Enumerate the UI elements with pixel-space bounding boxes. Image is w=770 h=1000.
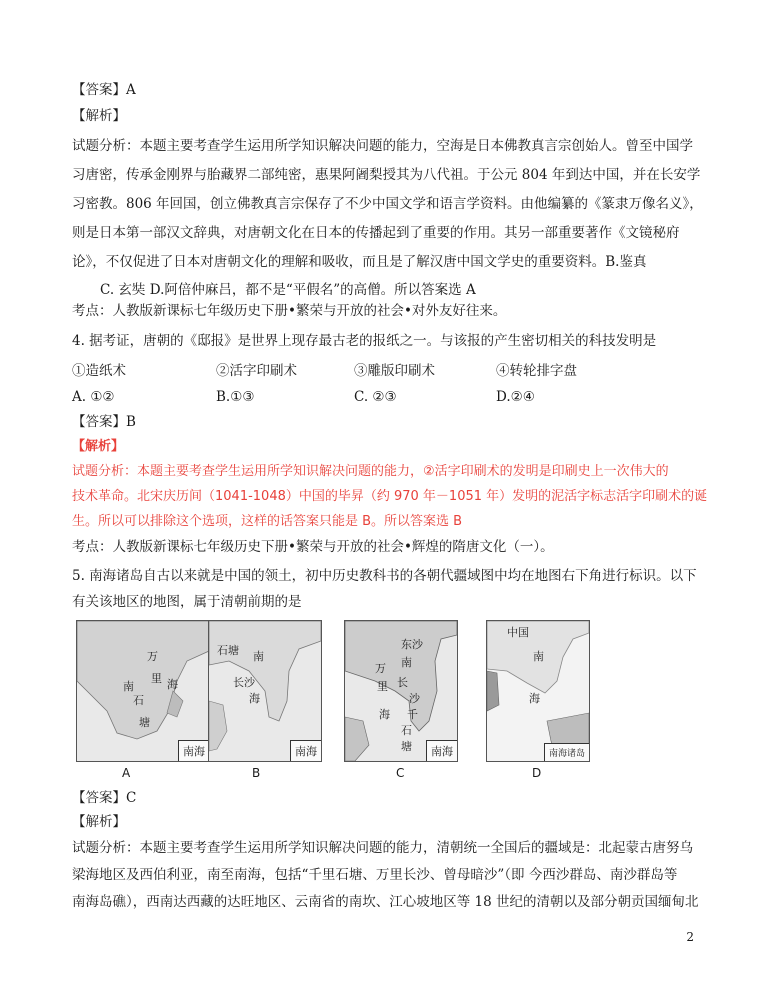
q3-analysis-line: C. 玄奘 D.阿倍仲麻吕，都不是“平假名”的高僧。所以答案选 A xyxy=(100,282,476,298)
q4-choice: C. ②③ xyxy=(354,389,397,405)
q4-choice: A. ①② xyxy=(72,389,115,405)
map-label: 南 xyxy=(123,680,134,693)
map-label: 塘 xyxy=(401,740,412,753)
q5-stem: 5. 南海诸岛自古以来就是中国的领土，初中历史教科书的各朝代疆域图中均在地图右下角进行标识。以下 xyxy=(72,568,697,584)
q3-analysis-line: 试题分析：本题主要考查学生运用所学知识解决问题的能力，空海是日本佛教真言宗创始人。曾至中国学 xyxy=(72,138,693,154)
map-label: 里 xyxy=(151,672,162,685)
map-caption: C xyxy=(396,766,405,780)
q3-analysis-line: 习密教。806 年回国，创立佛教真言宗保存了不少中国文学和语言学资料。由他编纂的《篆隶万像名义》， xyxy=(72,196,703,212)
map-label: 海 xyxy=(167,678,178,691)
map-d-drawing xyxy=(487,621,589,761)
q4-answer: 【答案】B xyxy=(72,414,136,430)
map-label: 塘 xyxy=(139,716,150,729)
map-sea-tag: 南海 xyxy=(178,740,209,761)
map-label: 千 xyxy=(407,708,418,721)
map-label: 南 xyxy=(533,650,544,663)
map-label: 海 xyxy=(379,708,390,721)
map-label: 海 xyxy=(249,692,260,705)
map-sea-tag: 南海 xyxy=(426,740,457,761)
map-caption: A xyxy=(122,766,131,780)
map-label: 里 xyxy=(377,680,388,693)
map-label: 南 xyxy=(253,650,264,663)
q3-analysis-line: 习唐密，传承金刚界与胎藏界二部纯密，惠果阿阇梨授其为八代祖。于公元 804 年到达中国，并在长安学 xyxy=(72,167,701,183)
q4-choices xyxy=(72,389,702,409)
q3-kaodian: 考点：人教版新课标七年级历史下册•繁荣与开放的社会•对外友好往来。 xyxy=(72,303,507,319)
map-sea-tag: 南海 xyxy=(290,740,321,761)
map-b xyxy=(208,620,322,762)
map-label: 石塘 xyxy=(217,644,239,657)
q4-analysis-title: 【解析】 xyxy=(72,439,125,454)
q5-analysis-line: 南海岛礁），西南达西藏的达旺地区、云南省的南坎、江心坡地区等 18 世纪的清朝以及部分朝贡国缅甸北 xyxy=(72,894,699,910)
map-a xyxy=(76,620,210,762)
q4-analysis-line: 试题分析：本题主要考查学生运用所学知识解决问题的能力，②活字印刷术的发明是印刷史上一次伟大的 xyxy=(72,464,669,479)
q4-item: ④转轮排字盘 xyxy=(496,363,577,379)
map-label: 沙 xyxy=(409,692,420,705)
page-number: 2 xyxy=(686,930,694,944)
q4-choice: B.①③ xyxy=(216,389,255,405)
map-label: 石 xyxy=(401,724,412,737)
map-label: 万 xyxy=(375,662,386,675)
q3-analysis-line: 则是日本第一部汉文辞典，对唐朝文化在日本的传播起到了重要的作用。其另一部重要著作《文镜秘府 xyxy=(72,225,680,241)
q4-analysis-line: 技术革命。北宋庆历间（1041-1048）中国的毕昇（约 970 年－1051 年）发明的泥活字标志活字印刷术的诞 xyxy=(72,489,708,504)
q4-item: ②活字印刷术 xyxy=(216,363,297,379)
q3-analysis-line: 论》，不仅促进了日本对唐朝文化的理解和吸收，而且是了解汉唐中国文学史的重要资料。B.鉴真 xyxy=(72,254,647,270)
map-d xyxy=(486,620,590,762)
q4-stem: 4. 据考证，唐朝的《邸报》是世界上现存最古老的报纸之一。与该报的产生密切相关的科技发明是 xyxy=(72,333,657,349)
q4-items xyxy=(72,359,702,379)
map-label: 石 xyxy=(133,694,144,707)
map-label: 南 xyxy=(401,656,412,669)
q5-answer: 【答案】C xyxy=(72,790,137,806)
map-caption: D xyxy=(532,766,542,780)
map-label: 万 xyxy=(147,650,158,663)
map-label: 长 xyxy=(397,676,408,689)
map-label: 长沙 xyxy=(233,676,255,689)
map-c xyxy=(344,620,458,762)
q4-item: ①造纸术 xyxy=(72,363,126,379)
map-label: 海 xyxy=(529,692,540,705)
q4-choice: D.②④ xyxy=(496,389,535,405)
q3-answer: 【答案】A xyxy=(72,82,136,98)
q5-analysis-line: 试题分析：本题主要考查学生运用所学知识解决问题的能力，清朝统一全国后的疆域是：北起蒙古唐努乌 xyxy=(72,840,693,856)
map-caption: B xyxy=(252,766,261,780)
q5-analysis-line: 梁海地区及西伯利亚，南至南海，包括“千里石塘、万里长沙、曾母暗沙”（即 今西沙群岛、南沙群岛等 xyxy=(72,867,678,883)
q3-analysis-title: 【解析】 xyxy=(72,108,126,124)
q5-analysis-title: 【解析】 xyxy=(72,814,126,830)
map-label: 中国 xyxy=(507,626,529,639)
q4-analysis-line: 生。所以可以排除这个选项，这样的话答案只能是 B。所以答案选 B xyxy=(72,514,463,529)
q4-item: ③雕版印刷术 xyxy=(354,363,435,379)
q5-stem: 有关该地区的地图，属于清朝前期的是 xyxy=(72,594,302,610)
q4-kaodian: 考点：人教版新课标七年级历史下册•繁荣与开放的社会•辉煌的隋唐文化（一）。 xyxy=(72,539,554,555)
map-sea-tag: 南海诸岛 xyxy=(544,743,589,761)
map-label: 东沙 xyxy=(401,638,423,651)
